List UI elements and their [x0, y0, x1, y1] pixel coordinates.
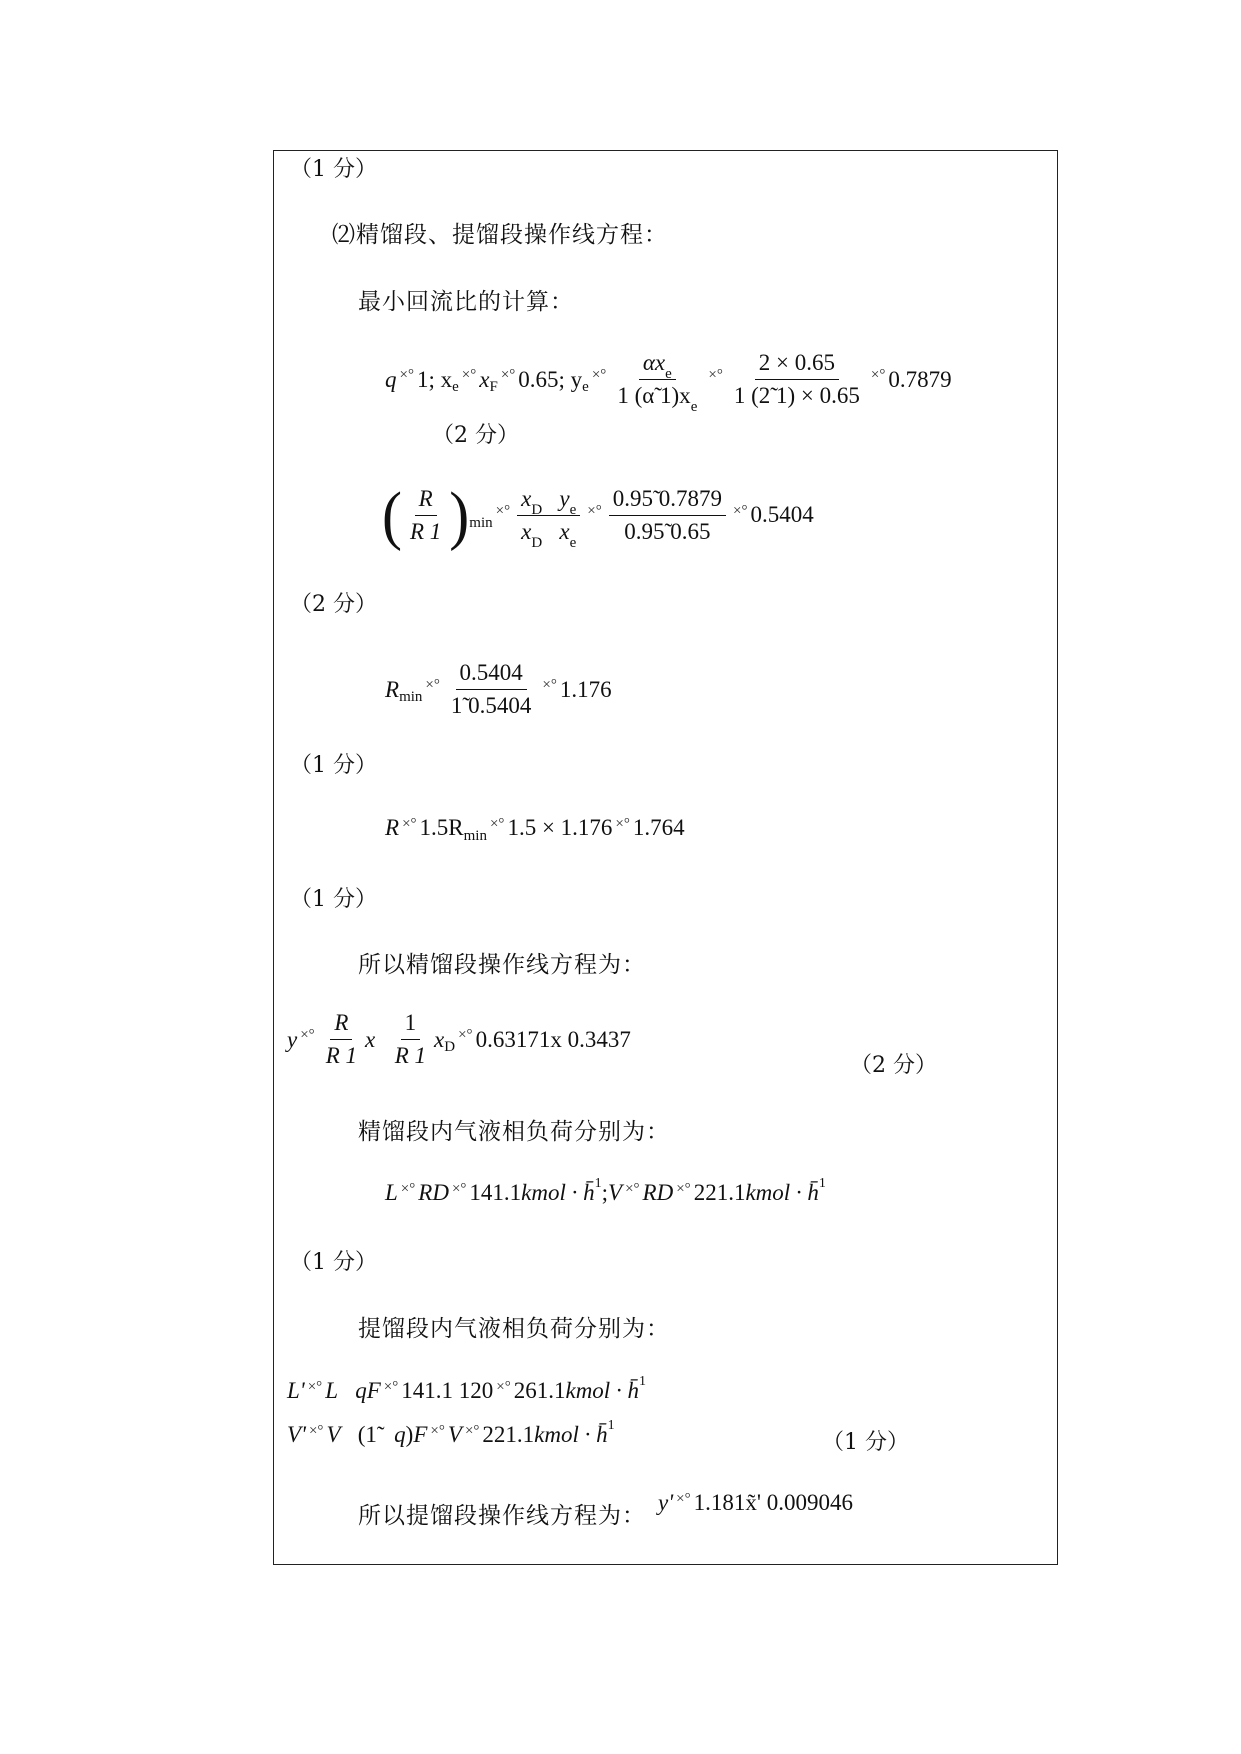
score-1e: （1 分） — [822, 1430, 909, 1455]
equation-rmin-ratio: ( $\frac{R}{R 1}$ ) min ×° $\frac{x_D y_e}{x_D x_e}$ ×° $\frac{0.95̃ 0.7879}{0.95̃ 0.65}$ ×° 0.5404 — [382, 478, 814, 552]
equation-rmin: R min ×° $\frac{0.5404}{1̃ 0.5404}$ ×° 1.176 — [385, 660, 612, 718]
equation-l-v: L ×° RD ×° 141.1 kmol · h̄ 1 ; V ×° RD ×° 221.1 kmol · h̄ 1 — [385, 1176, 826, 1205]
equation-stripping-line: y' ×° 1.181x̃' 0.009046 — [658, 1490, 854, 1515]
score-1b: （1 分） — [290, 753, 377, 778]
heading: ⑵精馏段、提馏段操作线方程： — [332, 222, 668, 248]
rect-load-title: 精馏段内气液相负荷分别为： — [358, 1119, 670, 1145]
strip-op-title: 所以提馏段操作线方程为： — [358, 1503, 646, 1529]
equation-l-prime: L' ×° L qF ×° 141.1 120 ×° 261.1 kmol · h̄ 1 — [287, 1374, 646, 1403]
score-1: （1 分） — [290, 157, 377, 182]
equation-r: R ×° 1.5R min ×° 1.5 × 1.176 ×° 1.764 — [385, 815, 685, 844]
strip-load-title: 提馏段内气液相负荷分别为： — [358, 1316, 670, 1342]
equation-v-prime: V' ×° V (1̃ q ) F ×° V ×° 221.1 kmol · h̄ 1 — [287, 1418, 615, 1447]
score-1d: （1 分） — [290, 1250, 377, 1275]
rect-op-title: 所以精馏段操作线方程为： — [358, 952, 646, 978]
score-2a: （2 分） — [432, 423, 519, 448]
min-reflux-title: 最小回流比的计算： — [358, 289, 574, 315]
score-2c: （2 分） — [850, 1053, 937, 1078]
equation-q-ye: q ×° 1; x e ×° x F ×° 0.65; y e ×° $\frac{\alpha x_e}{1 (\alphã 1)x_e}$ ×° $\frac{2 \times 0.65}{1 (2̃ 1) \times 0.65}$ ×° 0.7879 — [385, 350, 952, 415]
score-2b: （2 分） — [290, 592, 377, 617]
equation-rectifying-line: y ×° $\frac{R}{R 1}$ x $\frac{1}{R 1}$ x D ×° 0.63171x 0.3437 — [287, 1010, 631, 1068]
score-1c: （1 分） — [290, 887, 377, 912]
